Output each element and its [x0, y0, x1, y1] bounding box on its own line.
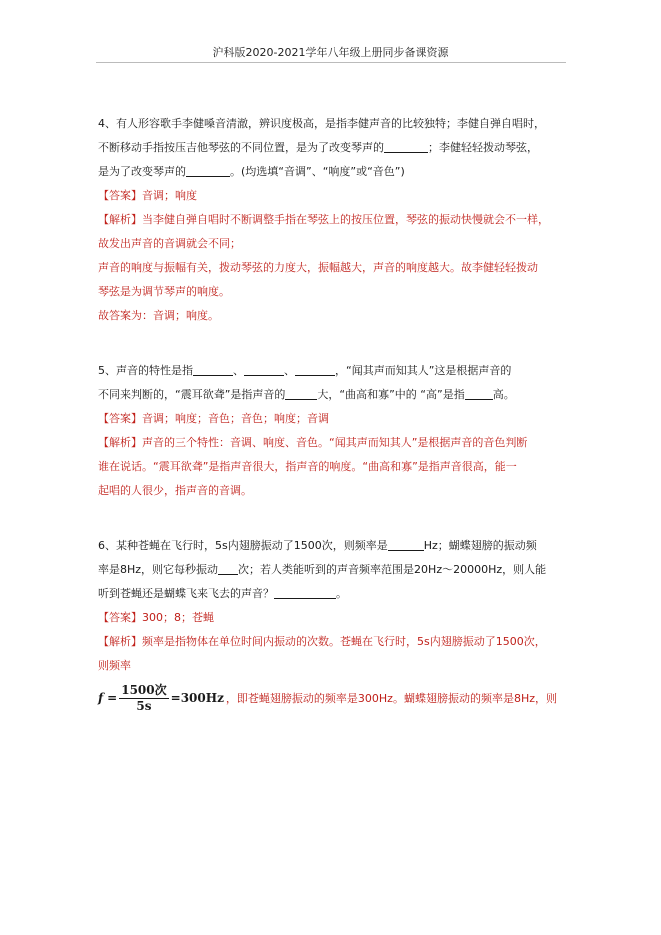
formula-equals: =	[107, 691, 118, 705]
q4-line-2-text-b: ；李健轻轻拨动琴弦，	[428, 141, 538, 154]
answer-blank	[218, 562, 238, 575]
answer-blank	[465, 387, 493, 400]
q4-analysis-5: 故答案为：音调；响度。	[98, 309, 219, 322]
q6-line-2-text-a: 率是8Hz，则它每秒振动	[98, 563, 219, 576]
q4-answer: 【答案】音调；响度	[98, 189, 197, 202]
q6-line-2-text-b: 次；若人类能听到的声音频率范围是20Hz～20000Hz，则人能	[238, 563, 547, 576]
q6-line-3-text-a: 听到苍蝇还是蝴蝶飞来飞去的声音？	[98, 587, 274, 600]
q4-analysis-1: 【解析】当李健自弹自唱时不断调整手指在琴弦上的按压位置，琴弦的振动快慢就会不一样，	[98, 213, 549, 226]
answer-blank	[384, 140, 428, 153]
q5-separator: 、	[233, 364, 244, 377]
answer-blank	[285, 387, 317, 400]
q6-line-3	[98, 582, 568, 606]
answer-blank	[388, 538, 424, 551]
q5-line-1	[98, 359, 568, 383]
frequency-formula	[98, 683, 224, 714]
q5-analysis-2: 谁在说话。“震耳欲聋”是指声音很大，指声音的响度。“曲高和寡”是指声音很高，能一	[98, 460, 517, 473]
q6-line-3-text-b: 。	[336, 587, 347, 600]
q6-analysis-3: ，即苍蝇翅膀振动的频率是300Hz。蝴蝶翅膀振动的频率是8Hz，则	[225, 692, 557, 705]
q4-analysis-4: 琴弦是为调节琴声的响度。	[98, 285, 230, 298]
q6-analysis-1: 【解析】频率是指物体在单位时间内振动的次数。苍蝇在飞行时，5s内翅膀振动了1500次，	[98, 635, 546, 648]
q6-formula-line	[98, 678, 568, 718]
q5-line-1-text-b: ，“闻其声而知其人”这是根据声音的	[335, 364, 512, 377]
page-header: 沪科版2020-2021学年八年级上册同步备课资源	[212, 46, 449, 59]
q4-line-2	[98, 136, 568, 160]
formula-numerator: 1500次	[121, 682, 167, 697]
q6-line-1-text-b: Hz；蝴蝶翅膀的振动频	[423, 539, 537, 552]
formula-denominator: 5s	[136, 698, 152, 713]
q5-line-1-text-a: 5、声音的特性是指	[98, 364, 193, 377]
question-5	[98, 359, 568, 503]
formula-variable: f	[98, 691, 104, 705]
q4-line-1: 4、有人形容歌手李健嗓音清澈，辨识度极高，是指李健声音的比较独特；李健自弹自唱时，	[98, 117, 545, 130]
q5-analysis-1: 【解析】声音的三个特性：音调、响度、音色。“闻其声而知其人”是根据声音的音色判断	[98, 436, 528, 449]
q4-line-3-text-a: 是为了改变琴声的	[98, 165, 186, 178]
q5-separator: 、	[284, 364, 295, 377]
question-4	[98, 112, 568, 328]
header-divider	[96, 62, 566, 63]
answer-blank	[186, 164, 230, 177]
q4-analysis-3: 声音的响度与振幅有关，拨动琴弦的力度大，振幅越大，声音的响度越大。故李健轻轻拨动	[98, 261, 538, 274]
answer-blank	[244, 363, 284, 376]
q6-line-1-text-a: 6、某种苍蝇在飞行时，5s内翅膀振动了1500次，则频率是	[98, 539, 388, 552]
formula-fraction	[119, 683, 168, 714]
answer-blank	[193, 363, 233, 376]
q5-line-2-text-c: 高。	[492, 388, 515, 401]
q5-line-2-text-a: 不同来判断的，“震耳欲聋”是指声音的	[98, 388, 286, 401]
formula-result: =300Hz	[170, 691, 224, 705]
question-6	[98, 534, 568, 718]
q6-line-1	[98, 534, 568, 558]
q6-line-2	[98, 558, 568, 582]
q6-answer: 【答案】300；8；苍蝇	[98, 611, 214, 624]
answer-blank	[295, 363, 335, 376]
q4-line-3-text-b: 。(均选填“音调”、“响度”或“音色”)	[230, 165, 405, 178]
q4-analysis-2: 故发出声音的音调就会不同；	[98, 237, 241, 250]
q5-answer: 【答案】音调；响度；音色；音色；响度；音调	[98, 412, 329, 425]
q5-analysis-3: 起唱的人很少，指声音的音调。	[98, 484, 252, 497]
q4-line-3	[98, 160, 568, 184]
q5-line-2	[98, 383, 568, 407]
q6-analysis-2: 则频率	[98, 659, 131, 672]
q5-line-2-text-b: 大，“曲高和寡”中的 “高”是指	[317, 388, 465, 401]
document-body	[98, 112, 568, 718]
q4-line-2-text-a: 不断移动手指按压吉他琴弦的不同位置，是为了改变琴声的	[98, 141, 384, 154]
answer-blank	[274, 586, 336, 599]
